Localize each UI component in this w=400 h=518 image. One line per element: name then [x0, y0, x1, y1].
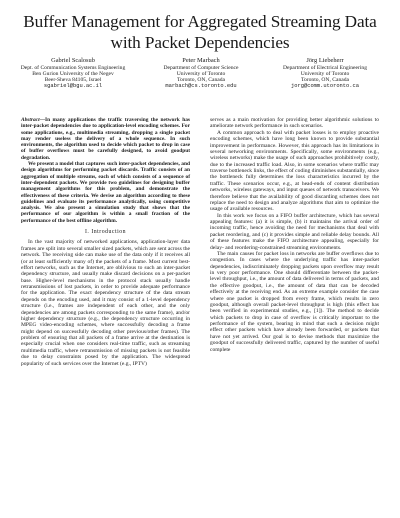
author-location: Toronto, ON, Canada [300, 77, 350, 84]
right-column [210, 117, 379, 353]
abstract-text: —In many applications the traffic traversing the network has inter-packet dependencies due to application-level encoding schemes. For some applications, e.g., multimedia streaming, dropping a single packet may render useless the delivery of a whole sequence. In such environments, the algorithm used to decide which packet to drop in case of buffer overflows must be carefully designed, to avoid goodput degradation. [21, 117, 190, 161]
body-paragraph: The main causes for packet loss in networks are buffer overflows due to congestion. In cases where the underlying traffic has inter-packet dependencies, indiscriminately dropping packets upon overflow may result in very poor performance. One should differentiate between the packet-level throughput, i.e., the amount of data delivered in terms of packets, and the effective goodput, i.e., the amount of data that can be decoded effectively at the receiving end. As an extreme example consider the case where one packet is dropped from every frame, which results in zero goodput, although overall packet-level throughput is high (this effect has been verified in experimental studies, e.g., [1]). The method to decide which packets to drop in case of overflow is critically important to the performance of the system, bearing in mind that such a decision might effect other packets which have already been forwarded, or packets that have not yet arrived. Our goal is to devise methods that maximize the goodput of successfully delivered traffic, captured by the number of useful complete [210, 250, 379, 353]
body-paragraph: In this work we focus on a FIFO buffer architecture, which has several appealing features: (a) it is simple, (b) it maintains the arrival order of incoming traffic, hence avoiding the need for mechanisms that deal with packet reordering, and (c) it provides simple and reliable delay bounds. All of these features make the FIFO architecture appealing, especially for delay- and reordering-constrained streaming environments. [210, 212, 379, 251]
author-1 [12, 57, 134, 90]
author-email: sgabriel@bgu.ac.il [43, 83, 103, 90]
author-name: Gabriel Scalosub [51, 57, 95, 64]
left-column [21, 117, 190, 367]
author-institution: Ben Gurion University of the Negev [32, 70, 114, 77]
abstract-label: Abstract [21, 117, 40, 123]
author-location: Beer-Sheva 84105, Israel [44, 77, 102, 84]
author-2 [151, 57, 251, 90]
author-email: marbach@cs.toronto.edu [165, 83, 237, 90]
author-location: Toronto, ON, Canada [176, 77, 226, 84]
author-institution: University of Toronto [300, 70, 350, 77]
abstract [21, 117, 190, 224]
paper-title: Buffer Management for Aggregated Streaming Data with Packet Dependencies [23, 12, 377, 52]
body-paragraph: serves as a main motivation for providing better algorithmic solutions to ameliorate network performance in such scenarios. [210, 117, 379, 130]
author-dept: Department of Electrical Engineering [282, 64, 368, 71]
body-paragraph: In the vast majority of networked applications, application-layer data frames are split into several smaller sized packets, which are sent across the network. The receiving side can make use of the data only if it receives all (or at least sufficiently many of) the packets of a frame. Most current best-effort networks, such as the Internet, are oblivious to such an inter-packet dependency structure, and usually make discard decisions on a per-packet base. Higher-level mechanisms in the protocol stack usually handle retransmissions of lost packets, in order to provide adequate performance for the application. The exact dependency structure of the data stream depends on the encoding used, and it may consist of a 1-level dependency structure (i.e., frames are independent of each other, and the only dependencies are among packets corresponding to the same frame), and/or higher dependency structure (e.g., the dependency structure occurring in MPEG video-encoding schemes, where successfully decoding a frame might depend on successfully decoding other previous/other frames). The problem of ensuring that all packets of a frame arrive at the destination is especially crucial when one considers real-time traffic, such as streaming multimedia traffic, where retransmission of missing packets is not feasible due to delay constraints posed by the application. The widespread popularity of such services over the Internet (e.g., IPTV) [21, 239, 190, 367]
author-institution: University of Toronto [176, 70, 226, 77]
section-heading: I. Introduction [85, 229, 126, 236]
author-email: jorg@comm.utoronto.ca [291, 83, 359, 90]
author-block [0, 57, 400, 109]
body-paragraph: A common approach to deal with packet losses is to employ proactive encoding schemes, which have long been known to provide substantial improvement in performance. However, this approach has its limitations in several networking environments. Specifically, some environments (e.g., wireless networks) make the usage of such approaches prohibitively costly, due to the increased traffic load. Also, in some scenarios where traffic may traverse bottleneck links, the effect of coding diminishes substantially, since the bottleneck fully determines the loss characteristics incurred by the traffic. These scenarios occur, e.g., at head-ends of content distribution networks, wireless gateways, and input queues of network transceivers. We therefore believe that the availability of good discarding schemes does not replace the need to design and analyze algorithms that aim to optimize the usage of available resources. [210, 129, 379, 213]
author-name: Peter Marbach [182, 57, 220, 64]
author-3 [262, 57, 388, 90]
author-name: Jörg Liebeherr [306, 57, 344, 64]
abstract-paragraph-2: We present a model that captures such inter-packet dependencies, and design algorithms for performing packet discards. Traffic consists of an aggregation of multiple streams, each of which consists of a sequence of inter-dependent packets. We provide two guidelines for designing buffer management algorithms for this problem, and demonstrate the effectiveness of these criteria. We devise an algorithm according to these guidelines and evaluate its performance analytically, using competitive analysis. We also present a simulation study that shows that the performance of our algorithm is within a small fraction of the performance of the best offline algorithm. [21, 161, 190, 224]
author-dept: Dept. of Communication Systems Engineering [20, 64, 126, 71]
author-dept: Department of Computer Science [163, 64, 239, 71]
